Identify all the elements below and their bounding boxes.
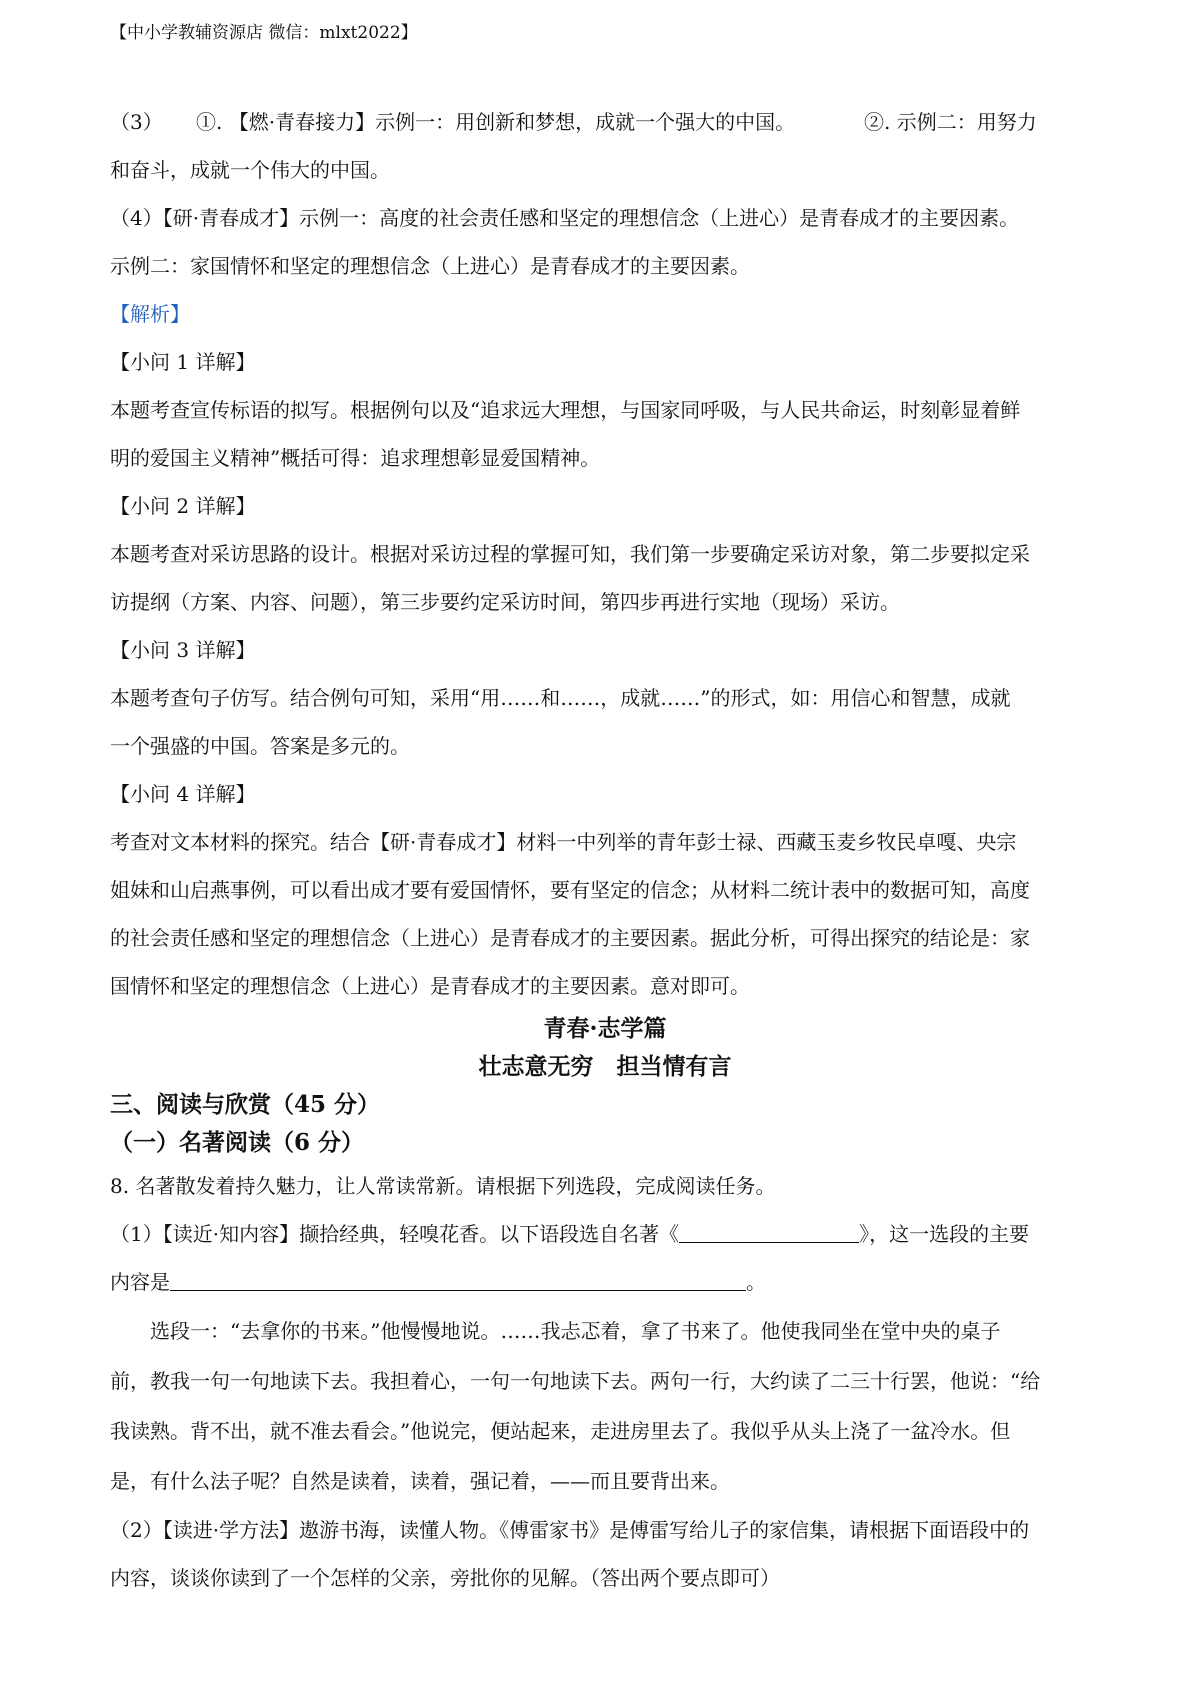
part-heading: 三、阅读与欣赏（45 分）: [110, 1091, 381, 1118]
sub2-line-1: 本题考查对采访思路的设计。根据对采访过程的掌握可知，我们第一步要确定采访对象，第二步要拟定采: [110, 542, 1030, 566]
question-8-2-line-1: （2）【读进·学方法】遨游书海，读懂人物。《傅雷家书》是傅雷写给儿子的家信集，请根据下面语段中的: [110, 1518, 1030, 1542]
subpart-heading: （一）名著阅读（6 分）: [110, 1129, 365, 1156]
question-8-intro: 8. 名著散发着持久魅力，让人常读常新。请根据下列选段，完成阅读任务。: [110, 1174, 776, 1198]
document-content: [110, 98, 1100, 1602]
content-blank[interactable]: [170, 1268, 746, 1291]
sub3-title: 【小问 3 详解】: [110, 638, 256, 662]
analysis-label: 【解析】: [110, 302, 190, 326]
sub4-line-1: 考查对文本材料的探究。结合【研·青春成才】材料一中列举的青年彭士禄、西藏玉麦乡牧民卓嘎、央宗: [110, 830, 1017, 854]
answer-3-number: （3）: [110, 110, 163, 134]
sub1-title: 【小问 1 详解】: [110, 350, 256, 374]
sub4-line-4: 国情怀和坚定的理想信念（上进心）是青春成才的主要因素。意对即可。: [110, 974, 750, 998]
answer-3-example-2-start: ②. 示例二：用努力: [864, 110, 1037, 134]
sub3-line-2: 一个强盛的中国。答案是多元的。: [110, 734, 410, 758]
answer-4-line-1: （4）【研·青春成才】示例一：高度的社会责任感和坚定的理想信念（上进心）是青春成才的主要因素。: [110, 206, 1020, 230]
question-8-1-line-1: [110, 1210, 1100, 1258]
content-label: 内容是: [110, 1270, 170, 1294]
sub2-line-2: 访提纲（方案、内容、问题），第三步要约定采访时间，第四步再进行实地（现场）采访。: [110, 590, 900, 614]
sub4-title: 【小问 4 详解】: [110, 782, 256, 806]
content-end: 。: [746, 1270, 766, 1294]
answer-4-line-2: 示例二：家国情怀和坚定的理想信念（上进心）是青春成才的主要因素。: [110, 254, 750, 278]
answer-3-example-1: ①. 【燃·青春接力】示例一：用创新和梦想，成就一个强大的中国。: [196, 110, 796, 134]
question-8-2-line-2: 内容，谈谈你读到了一个怎样的父亲，旁批你的见解。（答出两个要点即可）: [110, 1566, 780, 1590]
question-8-1-text-end: 》，这一选段的主要: [859, 1222, 1030, 1246]
section-title: 青春·志学篇: [543, 1015, 667, 1042]
excerpt-line-4: 是，有什么法子呢？自然是读着，读着，强记着，——而且要背出来。: [110, 1469, 730, 1493]
question-8-1-line-2: [110, 1258, 1100, 1306]
sub1-line-2: 明的爱国主义精神”概括可得：追求理想彰显爱国精神。: [110, 446, 601, 470]
sub1-line-1: 本题考查宣传标语的拟写。根据例句以及“追求远大理想，与国家同呼吸，与人民共命运，时刻彰显着鲜: [110, 398, 1021, 422]
page-header: 【中小学教辅资源店 微信：mlxt2022】: [110, 23, 418, 43]
excerpt-line-2: 前，教我一句一句地读下去。我担着心，一句一句地读下去。两句一行，大约读了二三十行罢，他说：“给: [110, 1369, 1041, 1393]
question-8-1-text: （1）【读近·知内容】撷拾经典，轻嗅花香。以下语段选自名著《: [110, 1222, 680, 1246]
section-subtitle: 壮志意无穷 担当情有言: [478, 1053, 732, 1080]
book-title-blank[interactable]: [679, 1220, 859, 1243]
answer-3-line-2: 和奋斗，成就一个伟大的中国。: [110, 158, 390, 182]
excerpt-line-3: 我读熟。背不出，就不准去看会。”他说完，便站起来，走进房里去了。我似乎从头上浇了一盆冷水。但: [110, 1419, 1011, 1443]
sub2-title: 【小问 2 详解】: [110, 494, 256, 518]
sub4-line-3: 的社会责任感和坚定的理想信念（上进心）是青春成才的主要因素。据此分析，可得出探究的结论是：家: [110, 926, 1030, 950]
sub4-line-2: 姐妹和山启燕事例，可以看出成才要有爱国情怀，要有坚定的信念；从材料二统计表中的数据可知，高度: [110, 878, 1030, 902]
sub3-line-1: 本题考查句子仿写。结合例句可知，采用“用……和……，成就……”的形式，如：用信心和智慧，成就: [110, 686, 1011, 710]
answer-3-line-1: [110, 98, 1100, 146]
excerpt-line-1: 选段一：“去拿你的书来。”他慢慢地说。……我忐忑着，拿了书来了。他使我同坐在堂中央的桌子: [150, 1319, 1001, 1343]
